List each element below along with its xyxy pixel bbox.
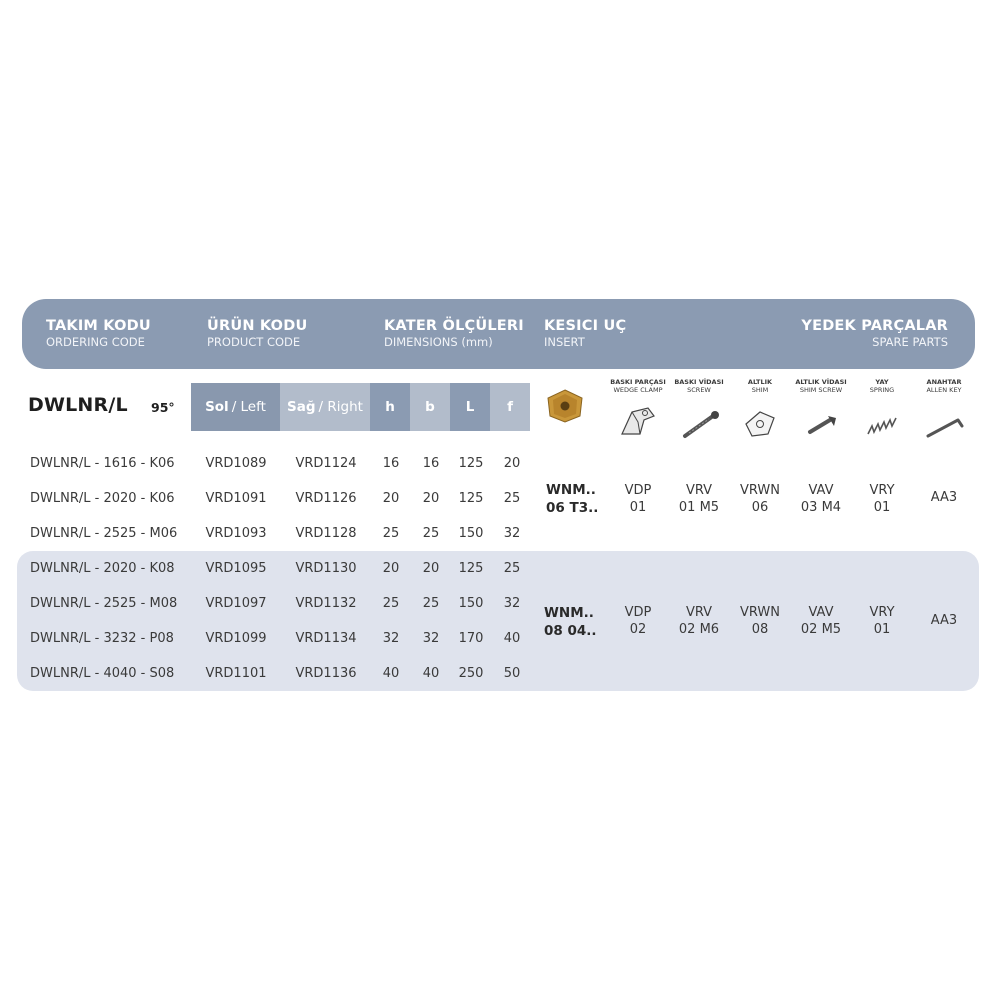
part-code-line: 01 [873, 622, 891, 637]
allen-key-icon [924, 408, 966, 442]
spare-header-tr: BASKI VİDASI [674, 378, 724, 386]
ordering-code: DWLNR/L - 1616 - K06 [30, 456, 175, 471]
dim-b: 20 [422, 561, 440, 576]
spring-icon [864, 410, 900, 440]
spare-header-tr: ALTLIK [747, 378, 773, 386]
header-subtitle: ORDERING CODE [46, 335, 145, 349]
dim-h: 20 [382, 491, 400, 506]
part-code-line: VAV [808, 483, 834, 498]
subheader-left-tr: Sol [205, 399, 229, 415]
spare-header-en: ALLEN KEY [926, 386, 962, 394]
dim-f: 32 [503, 526, 521, 541]
shim-screw-icon [804, 412, 840, 438]
part-code-line: 03 M4 [800, 500, 842, 515]
part-code-line: VRY [869, 605, 895, 620]
subheader-right [280, 383, 370, 431]
subheader-right-en: / Right [318, 399, 363, 415]
part-code-line: VRY [869, 483, 895, 498]
insert-code-line: 08 04.. [544, 623, 597, 639]
spare-header-tr: YAY [875, 378, 889, 386]
insert-code-line: WNM.. [546, 482, 596, 498]
header-subtitle: PRODUCT CODE [207, 335, 301, 349]
part-code-line: VDP [624, 605, 652, 620]
dim-f: 40 [503, 631, 521, 646]
spare-header-en: SHIM SCREW [799, 386, 843, 394]
header-title: TAKIM KODU [46, 318, 151, 334]
product-code-left: VRD1101 [205, 666, 267, 681]
dim-L: 150 [458, 526, 484, 541]
part-code-line: VDP [624, 483, 652, 498]
header-title: KATER ÖLÇÜLERI [384, 318, 524, 334]
shim-icon [742, 408, 778, 440]
subheader-L: L [450, 383, 490, 431]
screw-code [679, 604, 719, 638]
subheader-left-en: / Left [231, 399, 266, 415]
screw-icon [679, 410, 721, 440]
part-code-line: 02 M6 [678, 622, 720, 637]
insert-code [544, 604, 597, 640]
spare-header-en: SPRING [869, 386, 895, 394]
dim-L: 125 [458, 561, 484, 576]
dim-h: 25 [382, 526, 400, 541]
dim-L: 125 [458, 491, 484, 506]
ordering-code: DWLNR/L - 2525 - M06 [30, 526, 178, 541]
header-subtitle: INSERT [544, 335, 585, 349]
product-code-right: VRD1128 [295, 526, 357, 541]
dim-b: 20 [422, 491, 440, 506]
ordering-code: DWLNR/L - 4040 - S08 [30, 666, 175, 681]
part-code-line: 08 [751, 622, 769, 637]
spare-header-allen-key [926, 378, 961, 394]
product-code-left: VRD1093 [205, 526, 267, 541]
allen-key-code: AA3 [930, 613, 958, 628]
header-product-code [207, 318, 307, 350]
spare-header-tr: BASKI PARÇASI [610, 378, 666, 386]
dim-f: 25 [503, 491, 521, 506]
shim-screw-code [801, 604, 841, 638]
wedge-clamp-icon [618, 404, 658, 440]
dim-b: 40 [422, 666, 440, 681]
shim-code [740, 482, 780, 516]
header-ordering-code [46, 318, 151, 350]
header-title: YEDEK PARÇALAR [801, 318, 948, 334]
spare-header-tr: ANAHTAR [926, 378, 962, 386]
part-code-line: VRWN [740, 483, 780, 498]
product-code-right: VRD1130 [295, 561, 357, 576]
dim-b: 25 [422, 526, 440, 541]
dim-L: 150 [458, 596, 484, 611]
ordering-code: DWLNR/L - 2020 - K06 [30, 491, 175, 506]
dim-f: 32 [503, 596, 521, 611]
dim-h: 16 [382, 456, 400, 471]
model-name: DWLNR/L [28, 394, 128, 416]
subheader-right-tr: Sağ [287, 399, 316, 415]
header-spare-parts [801, 318, 948, 350]
insert-code-line: 06 T3.. [546, 500, 599, 516]
spare-header-shim [748, 378, 772, 394]
spare-header-screw [674, 378, 723, 394]
product-code-left: VRD1089 [205, 456, 267, 471]
dim-h: 40 [382, 666, 400, 681]
spare-header-spring [870, 378, 894, 394]
spare-header-shim-screw [795, 378, 846, 394]
product-code-left: VRD1097 [205, 596, 267, 611]
product-code-right: VRD1134 [295, 631, 357, 646]
spare-header-en: WEDGE CLAMP [613, 386, 663, 394]
part-code-line: 01 M5 [678, 500, 720, 515]
wedge-clamp-code [625, 482, 652, 516]
product-code-right: VRD1132 [295, 596, 357, 611]
part-code-line: VAV [808, 605, 834, 620]
insert-code [546, 481, 598, 517]
subheader-f: f [490, 383, 530, 431]
subheader-h: h [370, 383, 410, 431]
spring-code [869, 604, 894, 638]
part-code-line: 06 [751, 500, 769, 515]
dim-f: 20 [503, 456, 521, 471]
header-subtitle: DIMENSIONS (mm) [384, 335, 493, 349]
dim-f: 25 [503, 561, 521, 576]
dim-h: 20 [382, 561, 400, 576]
model-angle: 95° [151, 400, 175, 415]
part-code-line: 01 [629, 500, 647, 515]
product-code-left: VRD1091 [205, 491, 267, 506]
part-code-line: VRV [685, 483, 713, 498]
part-code-line: 01 [873, 500, 891, 515]
dim-b: 32 [422, 631, 440, 646]
product-code-left: VRD1095 [205, 561, 267, 576]
spare-header-en: SCREW [687, 386, 711, 394]
ordering-code: DWLNR/L - 3232 - P08 [30, 631, 174, 646]
spare-header-en: SHIM [751, 386, 769, 394]
product-code-left: VRD1099 [205, 631, 267, 646]
spare-header-tr: ALTLIK VİDASI [795, 378, 847, 386]
ordering-code: DWLNR/L - 2525 - M08 [30, 596, 178, 611]
header-dimensions [384, 318, 524, 350]
insert-code-line: WNM.. [544, 605, 594, 621]
part-code-line: VRV [685, 605, 713, 620]
header-title: KESICI UÇ [544, 318, 627, 334]
dim-L: 125 [458, 456, 484, 471]
screw-code [679, 482, 719, 516]
dim-b: 16 [422, 456, 440, 471]
shim-code [740, 604, 780, 638]
dim-b: 25 [422, 596, 440, 611]
ordering-code: DWLNR/L - 2020 - K08 [30, 561, 175, 576]
header-subtitle: SPARE PARTS [872, 335, 948, 349]
part-code-line: 02 [629, 622, 647, 637]
subheader-left [191, 383, 280, 431]
header-title: ÜRÜN KODU [207, 318, 308, 334]
dim-h: 25 [382, 596, 400, 611]
spare-header-wedge-clamp [610, 378, 666, 394]
product-code-right: VRD1126 [295, 491, 357, 506]
insert-icon [544, 388, 586, 424]
part-code-line: 02 M5 [800, 622, 842, 637]
part-code-line: VRWN [740, 605, 780, 620]
dim-h: 32 [382, 631, 400, 646]
wedge-clamp-code [625, 604, 652, 638]
allen-key-code: AA3 [930, 490, 958, 505]
dim-f: 50 [503, 666, 521, 681]
header-insert [544, 318, 626, 350]
dim-L: 250 [458, 666, 484, 681]
shim-screw-code [801, 482, 841, 516]
product-code-right: VRD1124 [295, 456, 357, 471]
product-code-right: VRD1136 [295, 666, 357, 681]
dim-L: 170 [458, 631, 484, 646]
subheader-b: b [410, 383, 450, 431]
spring-code [869, 482, 894, 516]
